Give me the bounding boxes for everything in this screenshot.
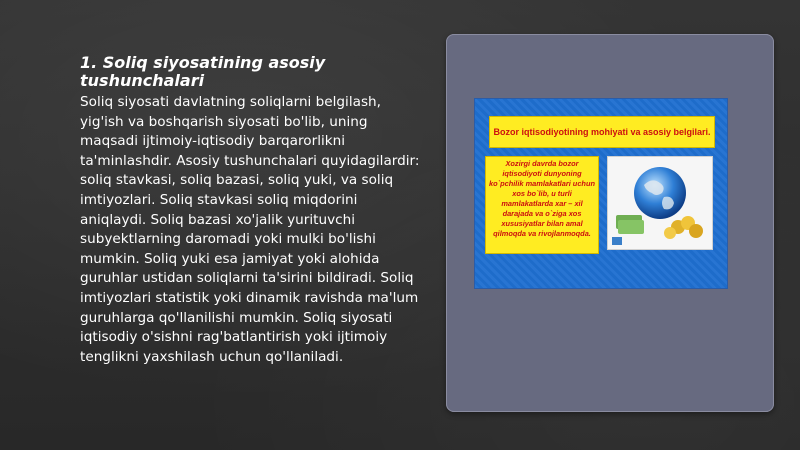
slide-body-text: Soliq siyosati davlatning soliqlarni belgilash, yig'ish va boshqarish siyosati bo'lib, uning maqsadi ijtimoiy-iqtisodiy barqarorlikni ta'minlashdir. Asosiy tushunchalari quyidagilardir: soliq stavkasi, soliq bazasi, soliq yuki, va soliq imtiyozlari. Soliq stavkasi soliq miqdorini aniqlaydi. Soliq bazasi xo'jalik yurituvchi subyektlarning daromadi yoki mulki bo'lishi mumkin. Soliq yuki esa jamiyat yoki alohida guruhlar ustidan soliqlarni ta'sirini bildiradi. Soliq imtiyozlari statistik yoki dinamik ravishda ma'lum guruhlarga qo'llanilishi mumkin. Soliq siyosati iqtisodiy o'sishni rag'batlantirish yoki ijtimoiy tenglikni yaxshilash uchun qo'llaniladi.	[80, 94, 420, 365]
embedded-slide-image	[474, 98, 728, 289]
globe-with-money-icon	[607, 156, 713, 250]
embedded-slide-title: Bozor iqtisodiyotining mohiyati va asosiy belgilari.	[489, 116, 715, 148]
slide-title: 1. Soliq siyosatining asosiy tushunchalari	[80, 53, 326, 90]
embedded-slide-text: Xozirgi davrda bozor iqtisodiyoti dunyoning ko`pchilik mamlakatlari uchun xos bo`lib, u turli mamlakatlarda xar – xil darajada va o`ziga xos xususiyatlar bilan amal qilmoqda va rivojlanmoqda.	[485, 156, 599, 254]
